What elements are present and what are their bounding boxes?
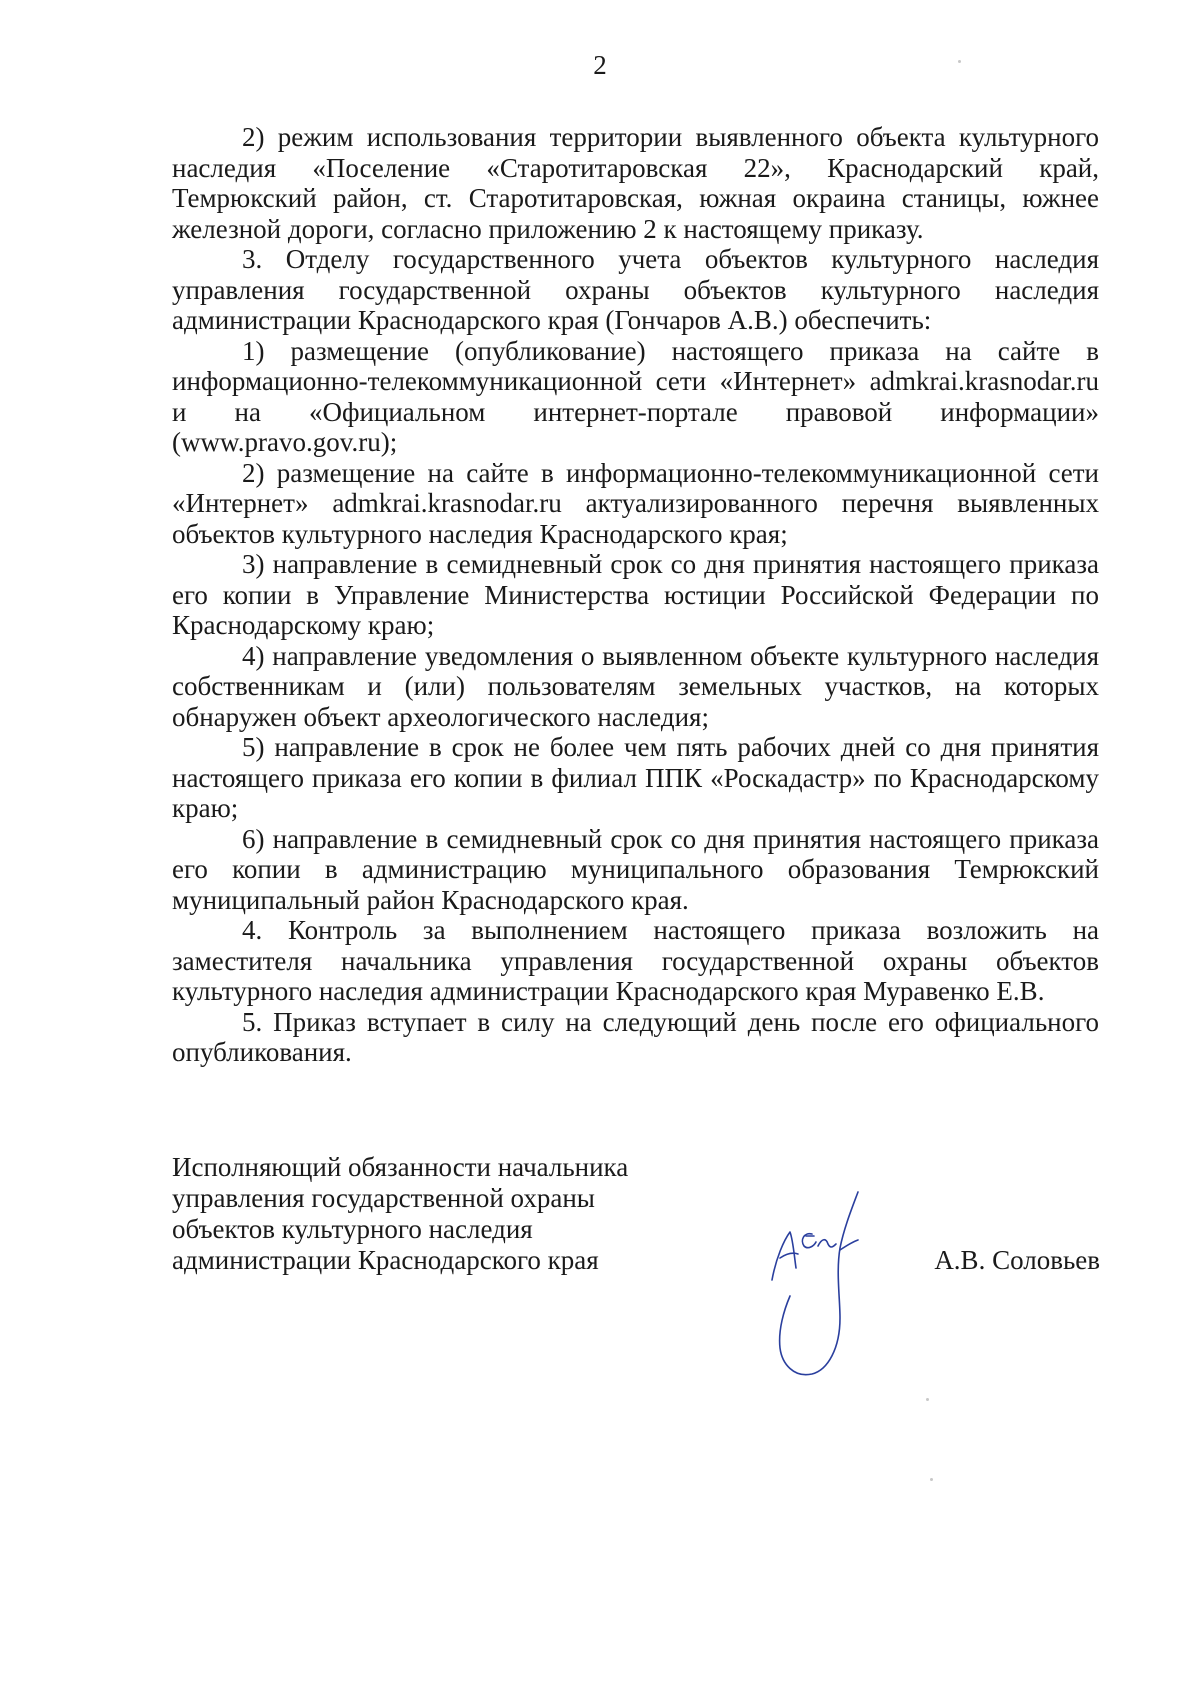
scan-speck [926, 1398, 929, 1401]
signer-title-line: объектов культурного наследия [172, 1214, 533, 1244]
signer-title-line: администрации Краснодарского края [172, 1245, 599, 1275]
paragraph: 5) направление в срок не более чем пять рабочих дней со дня принятия настоящего приказа его копии в филиал ППК «Роскадастр» по Краснодарскому краю; [172, 732, 1099, 823]
signer-title-line: Исполняющий обязанности начальника [172, 1152, 629, 1182]
paragraph: 4) направление уведомления о выявленном объекте культурного наследия собственникам и (или) пользователям земельных участков, на которых обнаружен объект археологического наследия; [172, 640, 1099, 732]
document-body [172, 122, 1099, 1068]
paragraph: 4. Контроль за выполнением настоящего приказа возложить на заместителя начальника управления государственной охраны объектов культурного наследия администрации Краснодарского края Муравенко Е.В. [172, 915, 1099, 1006]
paragraph: 2) размещение на сайте в информационно-телекоммуникационной сети «Интернет» admkrai.krasnodar.ru актуализированного перечня выявленных объектов культурного наследия Краснодарского края; [172, 457, 1099, 549]
signature-block [172, 1152, 1100, 1392]
page-number: 2 [593, 50, 607, 80]
paragraph: 5. Приказ вступает в силу на следующий день после его официального опубликования. [172, 1006, 1099, 1067]
paragraph: 3) направление в семидневный срок со дня принятия настоящего приказа его копии в Управление Министерства юстиции Российской Федерации по Краснодарскому краю; [172, 549, 1099, 640]
paragraph: 3. Отделу государственного учета объектов культурного наследия управления государственной охраны объектов культурного наследия администрации Краснодарского края (Гончаров А.В.) обеспечить: [172, 244, 1099, 335]
handwritten-signature [760, 1188, 870, 1388]
paragraph: 2) режим использования территории выявленного объекта культурного наследия «Поселение «Старотитаровская 22», Краснодарский край, Темрюкский район, ст. Старотитаровская, южная окраина станицы, южнее железной дороги, согласно приложению 2 к настоящему приказу. [172, 122, 1099, 244]
signer-title-line: управления государственной охраны [172, 1183, 595, 1213]
signer-title [172, 1152, 628, 1276]
signer-name: А.В. Соловьев [934, 1245, 1100, 1275]
paragraph: 1) размещение (опубликование) настоящего приказа на сайте в информационно-телекоммуникационной сети «Интернет» admkrai.krasnodar.ru и на «Официальном интернет-портале правовой информации» (www.pravo.gov.ru); [172, 335, 1099, 457]
scan-speck [930, 1478, 933, 1481]
scan-speck [958, 60, 961, 63]
paragraph: 6) направление в семидневный срок со дня принятия настоящего приказа его копии в администрацию муниципального образования Темрюкский муниципальный район Краснодарского края. [172, 823, 1099, 915]
